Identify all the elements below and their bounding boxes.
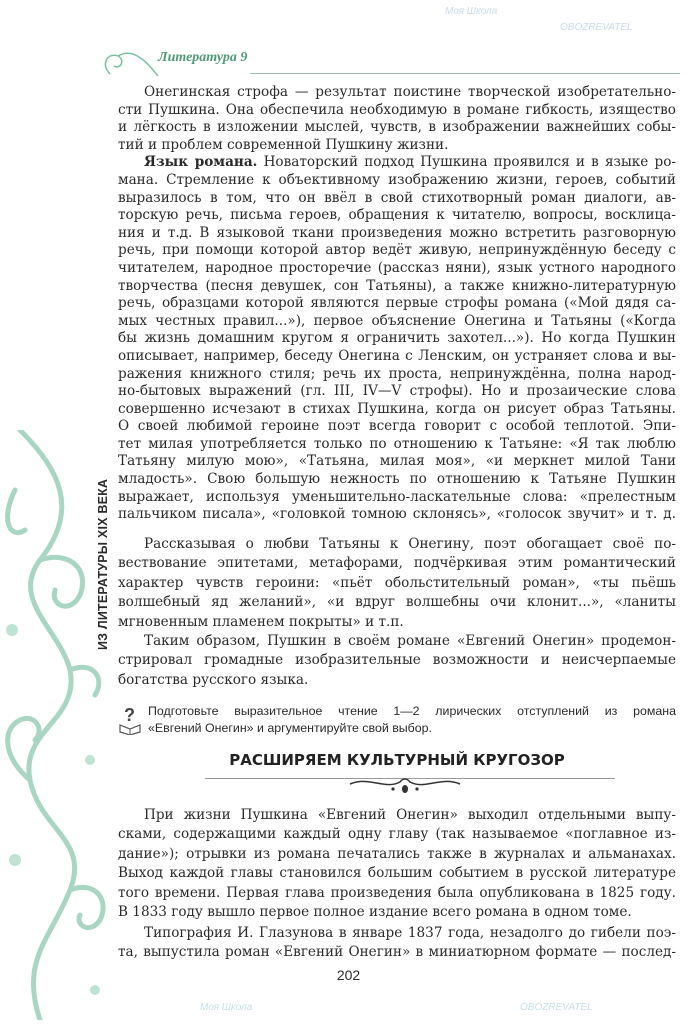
page-number: 202 xyxy=(336,967,361,983)
text-line: речь, образцами которой являются первые строфы романа («Мой дядя са- xyxy=(118,295,676,312)
text-line: стрировал громадные изобразительные возможности и неисчерпаемые xyxy=(118,652,676,669)
svg-text:?: ? xyxy=(124,705,135,725)
watermark: OBOZREVATEL xyxy=(520,1002,593,1013)
watermark: Моя Школа xyxy=(200,1002,253,1013)
text-line: характер чувств героини: «пьёт обольстительный роман», «ты пьёшь xyxy=(118,574,676,591)
text-line: выразилось в том, что он ввёл в свой стихотворный роман диалоги, ав- xyxy=(118,189,676,206)
text-line: творчества (песня девушек, сон Татьяны), а также книжно-литературную xyxy=(118,277,676,294)
text-line: та, выпустила роман «Евгений Онегин» в миниатюрном формате — послед- xyxy=(118,944,676,961)
paragraph xyxy=(118,924,676,963)
task-text xyxy=(148,703,676,737)
text-line: тий и проблем современной Пушкину жизни. xyxy=(118,136,449,153)
text-line: и лёгкость в изложении мыслей, чувств, в изображении важнейших собы- xyxy=(118,119,676,136)
watermark: OBOZREVATEL xyxy=(560,22,633,33)
text-line: волшебный яд желаний», «и вдруг волшебны очи клонит...», «ланиты xyxy=(118,594,676,611)
header-swirl-icon xyxy=(100,46,160,80)
text-line: того времени. Первая глава произведения была опубликована в 1825 году. xyxy=(118,884,676,901)
paragraph-publication xyxy=(118,806,676,922)
text-line: но-бытовых выражений (гл. III, IV—V строфы). Но и прозаические слова xyxy=(118,383,676,400)
flourish-ornament-icon xyxy=(345,776,465,796)
text-line: сти Пушкина. Она обеспечила необходимую в романе гибкость, изящество xyxy=(118,101,676,118)
text-line: ражения книжного стиля; речь их проста, непринуждённа, полна народ- xyxy=(118,365,676,382)
text-line: описывает, например, беседу Онегина с Ленским, он устраняет слова и вы- xyxy=(118,347,676,364)
text-line: В 1833 году вышло первое полное издание всего романа в одном томе. xyxy=(118,903,632,920)
text-line: мана. Стремление к объективному изображению жизни, героев, событий xyxy=(118,171,676,188)
text-line: вествование эпитетами, метафорами, подчёркивая этим романтический xyxy=(118,555,676,572)
paragraph xyxy=(118,84,676,154)
text-line: «Евгений Онегин» и аргументируйте свой выбор. xyxy=(148,721,433,735)
text-line-rest: Новаторский подход Пушкина проявился и в языке ро- xyxy=(257,154,676,171)
text-line: читателем, народное просторечие (рассказ няни), язык устного народного xyxy=(118,259,676,276)
question-book-icon xyxy=(118,705,142,735)
text-line: Татьяну милую мою», «Татьяна, милая моя», «и меркнет милой Тани xyxy=(118,453,676,470)
text-line xyxy=(118,154,676,172)
text-line: богатства русского языка. xyxy=(118,671,309,688)
text-line: тет милая употребляется только по отношению к Татьяне: «Я так люблю xyxy=(118,435,676,452)
text-line: мгновенным пламенем покрыты» и т.п. xyxy=(118,613,404,630)
running-header xyxy=(100,46,690,82)
bold-lead: Язык романа. xyxy=(144,154,258,171)
header-rule xyxy=(250,73,680,74)
text-line: пальчиком писала», «головкой томною склонясь», «голосок звучит» и т. д. xyxy=(118,506,676,523)
text-line: сками, содержащими каждый одну главу (так называемое «поглавное из- xyxy=(118,826,676,843)
text-line: речь, при помощи которой автор ведёт живую, непринуждённую беседу с xyxy=(118,242,676,259)
text-line: выражает, используя уменьшительно-ласкательные слова: «прелестным xyxy=(118,488,676,505)
watermark: Моя Школа xyxy=(445,6,498,17)
text-line: торскую речь, письма героев, обращения к читателю, вопросы, восклица- xyxy=(118,207,676,224)
text-line: младость». Свою большую нежность по отношению к Татьяне Пушкин xyxy=(118,471,676,488)
text-line: Типография И. Глазунова в январе 1837 года, незадолго до гибели поэ- xyxy=(144,925,676,941)
text-line: совершенно исчезают в стихах Пушкина, когда он рисует образ Татьяны. xyxy=(118,400,676,417)
paragraph xyxy=(118,535,676,632)
paragraph-language xyxy=(118,154,676,523)
text-line: мых честных правил...»), первое объяснение Онегина и Татьяны («Когда xyxy=(118,312,676,329)
text-line: Рассказывая о любви Татьяны к Онегину, поэт обогащает своё по- xyxy=(144,536,676,552)
paragraph-conclusion xyxy=(118,632,676,690)
text-line: Подготовьте выразительное чтение 1—2 лирических отступлений из романа xyxy=(148,704,676,718)
text-line: Онегинская строфа — результат поистине творческой изобретательно- xyxy=(144,84,676,100)
text-line: Выход каждой главы становился большим событием в русской литературе xyxy=(118,865,676,882)
text-line: О своей любимой героине поэт всегда говорит с особой теплотой. Эпи- xyxy=(118,418,676,435)
side-section-label: ИЗ ЛИТЕРАТУРЫ XIX ВЕКА xyxy=(96,478,110,650)
text-line: бы жизнь домашним кругом я ограничить захотел...»). Но когда Пушкин xyxy=(118,330,676,347)
text-line: ния и т.д. В языковой ткани произведения можно встретить разговорную xyxy=(118,224,676,241)
header-title: Литература 9 xyxy=(158,50,248,65)
text-line: Таким образом, Пушкин в своём романе «Евгений Онегин» продемон- xyxy=(144,633,676,649)
text-line: При жизни Пушкина «Евгений Онегин» выходил отдельными выпу- xyxy=(144,807,676,823)
section-heading: РАСШИРЯЕМ КУЛЬТУРНЫЙ КРУГОЗОР xyxy=(229,751,565,769)
text-line: дание»); отрывки из романа печатались также в журналах и альманахах. xyxy=(118,845,676,862)
